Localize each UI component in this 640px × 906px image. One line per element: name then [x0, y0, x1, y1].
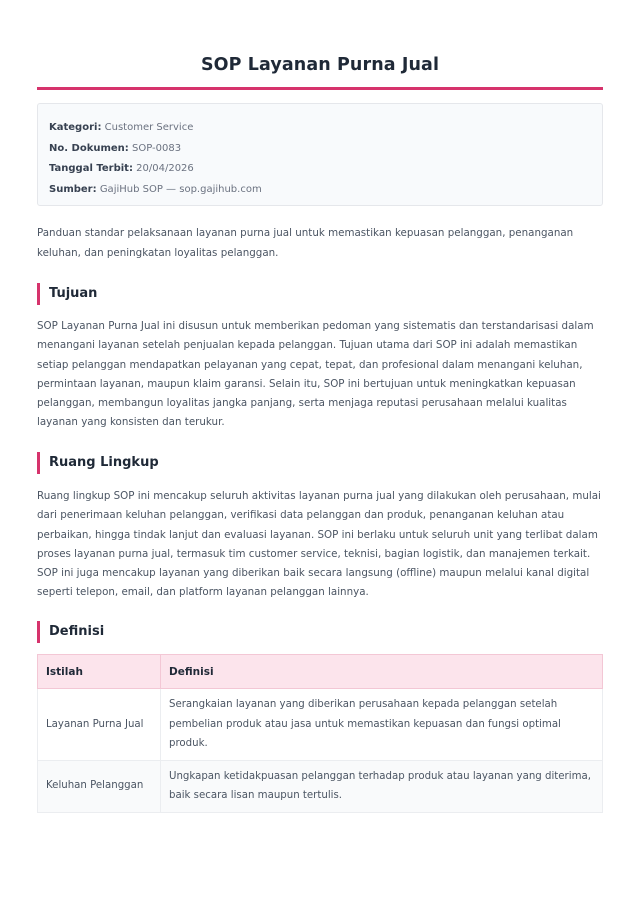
table-row — [38, 689, 603, 761]
document-meta-box — [37, 103, 603, 206]
term-cell: Layanan Purna Jual — [38, 689, 161, 761]
meta-label: No. Dokumen: — [49, 142, 129, 154]
table-header-row — [38, 655, 603, 689]
section-heading-ruang-lingkup: Ruang Lingkup — [37, 452, 603, 474]
section-body-tujuan: SOP Layanan Purna Jual ini disusun untuk memberikan pedoman yang sistematis dan terstandarisasi dalam menangani layanan setelah penjualan kepada pelanggan. Tujuan utama dari SOP ini adalah memastikan setiap pelanggan mendapatkan pelayanan yang cepat, tepat, dan profesional dalam menangani keluhan, permintaan layanan, maupun klaim garansi. Selain itu, SOP ini bertujuan untuk meningkatkan kepuasan pelanggan, membangun loyalitas jangka panjang, serta menjaga reputasi perusahaan melalui kualitas layanan yang konsisten dan terukur. — [37, 320, 594, 429]
column-header-term: Istilah — [38, 655, 161, 689]
meta-value: SOP-0083 — [131, 142, 182, 154]
intro-paragraph: Panduan standar pelaksanaan layanan purna jual untuk memastikan kepuasan pelanggan, penanganan keluhan, dan peningkatan loyalitas pelanggan. — [37, 227, 574, 259]
meta-category — [49, 118, 591, 139]
section-body-ruang-lingkup: Ruang lingkup SOP ini mencakup seluruh aktivitas layanan purna jual yang dilakukan oleh perusahaan, mulai dari penerimaan keluhan pelanggan, verifikasi data pelanggan dan produk, penanganan keluhan atau perbaikan, hingga tindak lanjut dan evaluasi layanan. SOP ini berlaku untuk seluruh unit yang terlibat dalam proses layanan purna jual, termasuk tim customer service, teknisi, bagian logistik, dan manajemen terkait. SOP ini juga mencakup layanan yang diberikan baik secara langsung (offline) maupun melalui kanal digital seperti telepon, email, dan platform layanan pelanggan lainnya. — [37, 490, 601, 599]
table-row — [38, 760, 603, 812]
definition-table — [37, 654, 603, 813]
column-header-definition: Definisi — [161, 655, 603, 689]
meta-source — [49, 180, 591, 201]
meta-label: Tanggal Terbit: — [49, 163, 133, 174]
meta-label: Sumber: — [49, 183, 97, 195]
definition-cell: Ungkapan ketidakpuasan pelanggan terhadap produk atau layanan yang diterima, baik secara lisan maupun tertulis. — [161, 760, 603, 812]
page-title: SOP Layanan Purna Jual — [200, 55, 440, 75]
section-heading-tujuan: Tujuan — [37, 283, 603, 305]
definition-cell: Serangkaian layanan yang diberikan perusahaan kepada pelanggan setelah pembelian produk atau jasa untuk memastikan kepuasan dan fungsi optimal produk. — [161, 689, 603, 761]
meta-value: GajiHub SOP — sop.gajihub.com — [99, 183, 262, 195]
meta-document-number — [49, 139, 591, 160]
meta-issue-date — [49, 159, 591, 180]
meta-value: 20/04/2026 — [136, 163, 194, 174]
section-heading-definisi: Definisi — [37, 621, 603, 643]
term-cell: Keluhan Pelanggan — [38, 760, 161, 812]
meta-label: Kategori: — [49, 122, 102, 133]
meta-value: Customer Service — [104, 122, 194, 133]
title-divider — [37, 87, 603, 90]
